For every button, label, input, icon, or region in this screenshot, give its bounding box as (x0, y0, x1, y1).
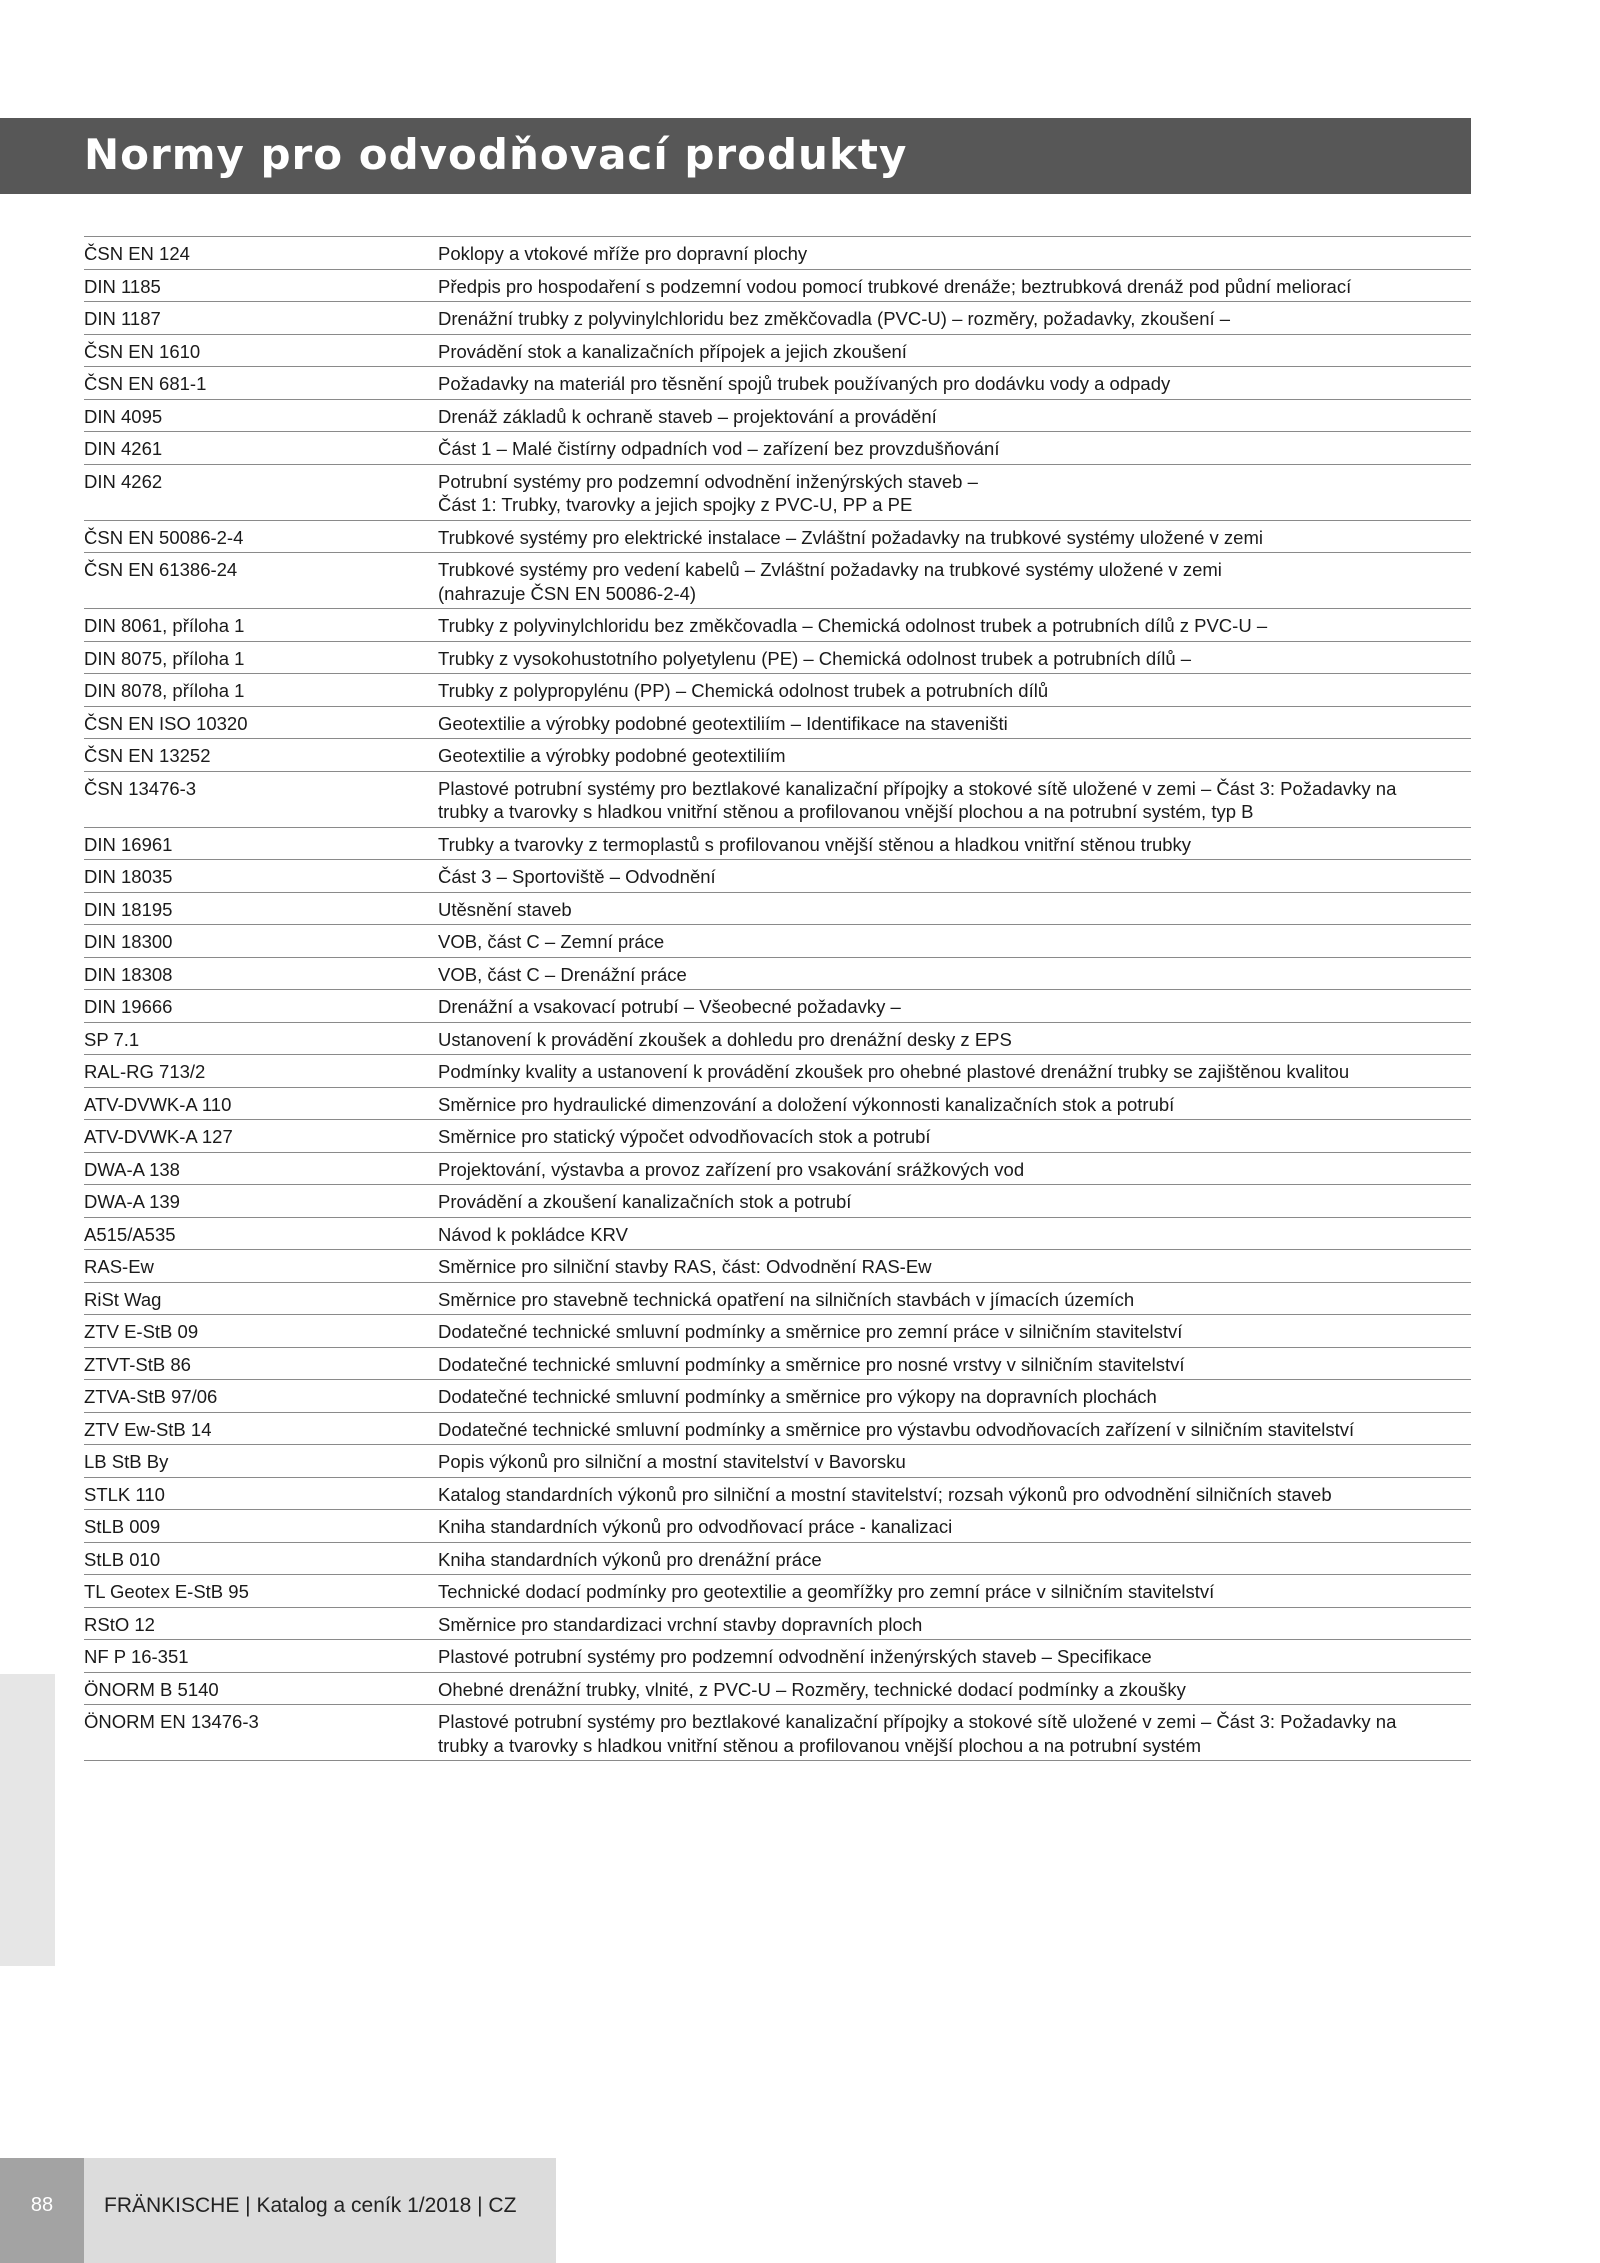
norm-description: Ohebné drenážní trubky, vlnité, z PVC-U – Rozměry, technické dodací podmínky a zkoušky (438, 1678, 1186, 1700)
table-row (84, 521, 1471, 554)
norm-description: Popis výkonů pro silniční a mostní stavitelství v Bavorsku (438, 1451, 906, 1472)
table-row (84, 335, 1471, 368)
table-row (84, 1413, 1471, 1446)
norm-code: ATV-DVWK-A 110 (84, 1093, 232, 1115)
table-row (84, 1640, 1471, 1673)
norm-code: A515/A535 (84, 1223, 176, 1245)
norm-description: Část 1 – Malé čistírny odpadních vod – zařízení bez provzdušňování (438, 438, 1000, 459)
norm-description: Ustanovení k provádění zkoušek a dohledu pro drenážní desky z EPS (438, 1028, 1012, 1050)
norm-code: DIN 18035 (84, 866, 173, 887)
norms-table (84, 236, 1471, 1761)
table-row (84, 1218, 1471, 1251)
norm-description: Plastové potrubní systémy pro beztlakové kanalizační přípojky a stokové sítě uložené v zemi – Část 3: Požadavky na trubky a tvarovky s hladkou vnitřní stěnou a profilovanou vnější plochou a na potrubní systém, typ B (438, 777, 1397, 822)
table-row (84, 1478, 1471, 1511)
norm-code: RiSt Wag (84, 1288, 162, 1310)
norm-description: Trubky z vysokohustotního polyetylenu (PE) – Chemická odolnost trubek a potrubních dílů – (438, 647, 1192, 669)
norm-description: Směrnice pro statický výpočet odvodňovacích stok a potrubí (438, 1126, 931, 1147)
norm-code: NF P 16-351 (84, 1646, 189, 1667)
norm-description: Poklopy a vtokové mříže pro dopravní plochy (438, 243, 808, 264)
norm-code: ČSN EN 681-1 (84, 373, 207, 394)
norm-code: DIN 4095 (84, 405, 163, 427)
table-row (84, 990, 1471, 1023)
norm-code: LB StB By (84, 1451, 169, 1472)
table-row (84, 1250, 1471, 1283)
norm-code: ČSN EN 1610 (84, 340, 201, 362)
table-row (84, 772, 1471, 828)
norm-description: Směrnice pro hydraulické dimenzování a doložení výkonnosti kanalizačních stok a potrubí (438, 1093, 1175, 1115)
norm-code: STLK 110 (84, 1483, 165, 1505)
norm-description: Trubkové systémy pro elektrické instalace – Zvláštní požadavky na trubkové systémy uložené v zemi (438, 526, 1263, 548)
norm-code: DWA-A 138 (84, 1158, 180, 1180)
norm-code: StLB 009 (84, 1516, 161, 1537)
norm-description: Projektování, výstavba a provoz zařízení pro vsakování srážkových vod (438, 1158, 1025, 1180)
title-bar (0, 118, 1471, 194)
norm-code: ČSN EN 50086-2-4 (84, 526, 244, 548)
table-row (84, 1608, 1471, 1641)
table-row (84, 1315, 1471, 1348)
norm-code: DIN 18308 (84, 963, 173, 985)
table-row (84, 1575, 1471, 1608)
norm-description: Provádění a zkoušení kanalizačních stok a potrubí (438, 1191, 852, 1212)
norm-description: Katalog standardních výkonů pro silniční a mostní stavitelství; rozsah výkonů pro odvodnění silničních staveb (438, 1483, 1332, 1505)
norm-description: Dodatečné technické smluvní podmínky a směrnice pro nosné vrstvy v silničním stavitelství (438, 1353, 1185, 1375)
norm-description: Směrnice pro stavebně technická opatření na silničních stavbách v jímacích územích (438, 1288, 1135, 1310)
table-row (84, 1673, 1471, 1706)
table-row (84, 925, 1471, 958)
norm-code: ČSN EN ISO 10320 (84, 712, 248, 734)
table-row (84, 1055, 1471, 1088)
norm-description: Požadavky na materiál pro těsnění spojů trubek používaných pro dodávku vody a odpady (438, 373, 1171, 394)
norm-description: Geotextilie a výrobky podobné geotextiliím (438, 745, 786, 766)
norm-code: ZTVT-StB 86 (84, 1353, 191, 1375)
table-row (84, 739, 1471, 772)
norm-code: DIN 8061, příloha 1 (84, 615, 245, 636)
norm-code: DIN 19666 (84, 996, 173, 1017)
table-row (84, 1185, 1471, 1218)
norm-description: Dodatečné technické smluvní podmínky a směrnice pro výstavbu odvodňovacích zařízení v silničním stavitelství (438, 1418, 1355, 1440)
table-row (84, 1543, 1471, 1576)
norm-description: Dodatečné technické smluvní podmínky a směrnice pro zemní práce v silničním stavitelství (438, 1321, 1183, 1342)
norm-code: DWA-A 139 (84, 1191, 180, 1212)
norm-description: Dodatečné technické smluvní podmínky a směrnice pro výkopy na dopravních plochách (438, 1386, 1157, 1407)
table-row (84, 893, 1471, 926)
table-row (84, 642, 1471, 675)
table-row (84, 465, 1471, 521)
norm-description: Drenážní trubky z polyvinylchloridu bez změkčovadla (PVC-U) – rozměry, požadavky, zkoušení – (438, 308, 1231, 329)
page-title: Normy pro odvodňovací produkty (84, 130, 908, 179)
table-row (84, 1120, 1471, 1153)
norm-description: Provádění stok a kanalizačních přípojek a jejich zkoušení (438, 340, 907, 362)
norm-code: ZTVA-StB 97/06 (84, 1386, 218, 1407)
norm-code: DIN 18195 (84, 898, 173, 920)
norm-description: Směrnice pro silniční stavby RAS, část: Odvodnění RAS-Ew (438, 1256, 932, 1277)
norm-description: Geotextilie a výrobky podobné geotextiliím – Identifikace na staveništi (438, 712, 1008, 734)
norm-code: DIN 16961 (84, 833, 173, 855)
norm-code: DIN 18300 (84, 931, 173, 952)
norm-code: StLB 010 (84, 1548, 161, 1570)
norm-code: ČSN EN 13252 (84, 745, 211, 766)
table-row (84, 302, 1471, 335)
side-tab (0, 1674, 55, 1966)
table-row (84, 1023, 1471, 1056)
norm-code: ČSN EN 61386-24 (84, 559, 238, 580)
norm-code: RStO 12 (84, 1613, 155, 1635)
norm-description: Potrubní systémy pro podzemní odvodnění inženýrských staveb – Část 1: Trubky, tvarovky a jejich spojky z PVC-U, PP a PE (438, 470, 978, 515)
table-row (84, 860, 1471, 893)
table-row (84, 237, 1471, 270)
table-row (84, 1380, 1471, 1413)
norm-description: VOB, část C – Drenážní práce (438, 963, 687, 985)
norm-description: Kniha standardních výkonů pro drenážní práce (438, 1548, 822, 1570)
norm-code: ČSN 13476-3 (84, 777, 197, 799)
norm-description: Utěsnění staveb (438, 898, 572, 920)
norm-description: Návod k pokládce KRV (438, 1223, 628, 1245)
norm-code: DIN 8078, příloha 1 (84, 680, 245, 701)
norm-code: SP 7.1 (84, 1028, 140, 1050)
norm-code: RAS-Ew (84, 1256, 154, 1277)
footer-page-box (0, 2158, 84, 2263)
table-row (84, 270, 1471, 303)
norm-code: ČSN EN 124 (84, 243, 190, 264)
norm-code: ÖNORM EN 13476-3 (84, 1711, 259, 1732)
page-number: 88 (30, 2194, 54, 2216)
table-row (84, 707, 1471, 740)
norm-description: Trubky a tvarovky z termoplastů s profilovanou vnější stěnou a hladkou vnitřní stěnou trubky (438, 833, 1192, 855)
norm-code: DIN 1185 (84, 275, 161, 297)
norm-code: ÖNORM B 5140 (84, 1678, 219, 1700)
table-row (84, 432, 1471, 465)
norm-code: DIN 8075, příloha 1 (84, 647, 245, 669)
norm-description: Plastové potrubní systémy pro podzemní odvodnění inženýrských staveb – Specifikace (438, 1646, 1152, 1667)
norm-description: VOB, část C – Zemní práce (438, 931, 665, 952)
norm-description: Část 3 – Sportoviště – Odvodnění (438, 866, 716, 887)
norm-description: Plastové potrubní systémy pro beztlakové kanalizační přípojky a stokové sítě uložené v zemi – Část 3: Požadavky na trubky a tvarovky s hladkou vnitřní stěnou a profilovanou vnější plochou a na potrubní systém (438, 1711, 1397, 1756)
norm-description: Směrnice pro standardizaci vrchní stavby dopravních ploch (438, 1613, 923, 1635)
table-row (84, 958, 1471, 991)
norm-description: Trubky z polypropylénu (PP) – Chemická odolnost trubek a potrubních dílů (438, 680, 1049, 701)
table-row (84, 1088, 1471, 1121)
table-row (84, 553, 1471, 609)
norm-description: Předpis pro hospodaření s podzemní vodou pomocí trubkové drenáže; beztrubková drenáž pod půdní meliorací (438, 275, 1352, 297)
table-row (84, 367, 1471, 400)
norm-code: ZTV Ew-StB 14 (84, 1418, 212, 1440)
table-row (84, 828, 1471, 861)
norm-description: Trubkové systémy pro vedení kabelů – Zvláštní požadavky na trubkové systémy uložené v zemi (nahrazuje ČSN EN 50086-2-4) (438, 559, 1222, 604)
table-row (84, 400, 1471, 433)
table-row (84, 1348, 1471, 1381)
table-row (84, 1153, 1471, 1186)
norm-description: Podmínky kvality a ustanovení k provádění zkoušek pro ohebné plastové drenážní trubky se zajištěnou kvalitou (438, 1061, 1350, 1082)
norm-code: DIN 1187 (84, 308, 161, 329)
table-row (84, 1510, 1471, 1543)
norm-code: ATV-DVWK-A 127 (84, 1126, 233, 1147)
table-row (84, 1283, 1471, 1316)
table-row (84, 1445, 1471, 1478)
norm-description: Drenáž základů k ochraně staveb – projektování a provádění (438, 405, 937, 427)
norm-code: ZTV E-StB 09 (84, 1321, 199, 1342)
norm-description: Trubky z polyvinylchloridu bez změkčovadla – Chemická odolnost trubek a potrubních dílů z PVC-U – (438, 615, 1268, 636)
table-row (84, 674, 1471, 707)
footer-text: FRÄNKISCHE | Katalog a ceník 1/2018 | CZ (104, 2194, 517, 2217)
norm-code: RAL-RG 713/2 (84, 1061, 206, 1082)
table-row (84, 609, 1471, 642)
table-row (84, 1705, 1471, 1761)
footer-text-box (84, 2158, 556, 2263)
norm-code: TL Geotex E-StB 95 (84, 1581, 249, 1602)
norm-description: Kniha standardních výkonů pro odvodňovací práce - kanalizaci (438, 1516, 953, 1537)
norm-description: Technické dodací podmínky pro geotextilie a geomřížky pro zemní práce v silničním stavitelství (438, 1581, 1215, 1602)
norm-code: DIN 4261 (84, 438, 163, 459)
norm-code: DIN 4262 (84, 470, 163, 492)
norm-description: Drenážní a vsakovací potrubí – Všeobecné požadavky – (438, 996, 901, 1017)
